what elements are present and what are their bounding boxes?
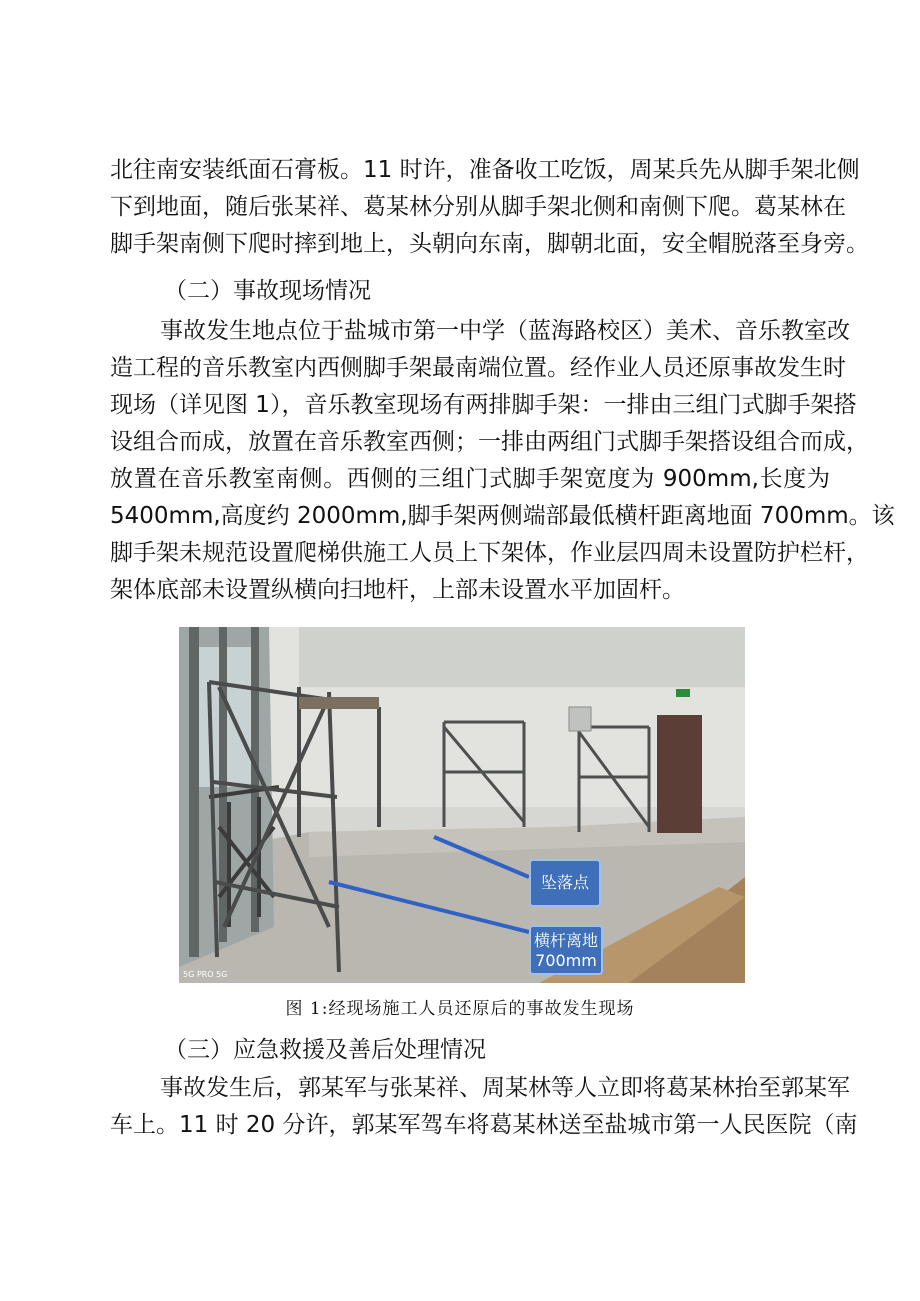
section-heading-rescue: （三）应急救援及善后处理情况 xyxy=(164,1037,486,1063)
paragraph-scene xyxy=(110,313,895,609)
callout-line: 横杆离地 xyxy=(533,931,598,950)
callout-crossbar-height xyxy=(529,925,603,975)
paragraph-rescue xyxy=(110,1070,858,1144)
text-line: 脚手架未规范设置爬梯供施工人员上下架体，作业层四周未设置防护栏杆， xyxy=(110,540,869,566)
text-line: 架体底部未设置纵横向扫地杆，上部未设置水平加固杆。 xyxy=(110,577,685,603)
text-line: 5400mm,高度约 2000mm,脚手架两侧端部最低横杆距离地面 700mm。该 xyxy=(110,503,895,529)
accident-scene-photo xyxy=(179,627,745,983)
text-line: 现场（详见图 1），音乐教室现场有两排脚手架：一排由三组门式脚手架搭 xyxy=(110,392,857,418)
section-heading-scene: （二）事故现场情况 xyxy=(164,278,371,304)
text-line: 车上。11 时 20 分许，郭某军驾车将葛某林送至盐城市第一人民医院（南 xyxy=(110,1112,858,1138)
text-line: 设组合而成，放置在音乐教室西侧；一排由两组门式脚手架搭设组合而成， xyxy=(110,429,869,455)
text-line: 放置在音乐教室南侧。西侧的三组门式脚手架宽度为 900mm,长度为 xyxy=(110,466,830,492)
text-line: 北往南安装纸面石膏板。11 时许，准备收工吃饭，周某兵先从脚手架北侧 xyxy=(110,157,860,183)
text-line: 造工程的音乐教室内西侧脚手架最南端位置。经作业人员还原事故发生时 xyxy=(110,355,846,381)
text-line: 事故发生地点位于盐城市第一中学（蓝海路校区）美术、音乐教室改 xyxy=(160,318,850,344)
figure-caption: 图 1:经现场施工人员还原后的事故发生现场 xyxy=(285,999,635,1019)
callout-fall-point: 坠落点 xyxy=(529,859,601,907)
paragraph-accident-process xyxy=(110,152,869,263)
text-line: 下到地面，随后张某祥、葛某林分别从脚手架北侧和南侧下爬。葛某林在 xyxy=(110,194,846,220)
camera-watermark: 5G PRO 5G xyxy=(183,970,228,979)
text-line: 事故发生后，郭某军与张某祥、周某林等人立即将葛某林抬至郭某军 xyxy=(160,1075,850,1101)
scaffold-scene-illustration xyxy=(179,627,745,983)
text-line: 脚手架南侧下爬时摔到地上，头朝向东南，脚朝北面，安全帽脱落至身旁。 xyxy=(110,231,869,257)
callout-line: 700mm xyxy=(535,951,597,970)
